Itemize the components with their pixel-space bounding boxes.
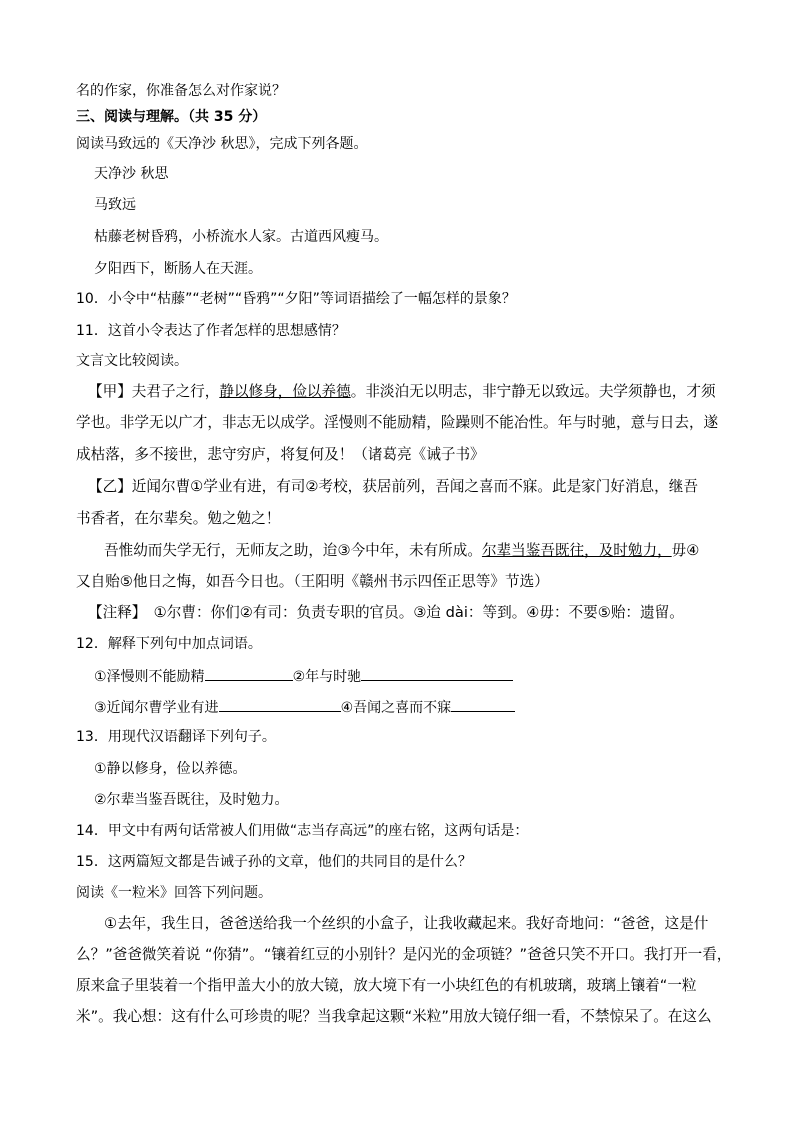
yi-line-2: 书香者，在尔辈矣。勉之勉之！ [76, 510, 281, 527]
jia-line-1 [88, 383, 716, 401]
poem-line-2: 夕阳西下，断肠人在天涯。 [94, 261, 262, 277]
story-line-3: 原来盒子里装着一个指甲盖大小的放大镜，放大境下有一小块红色的有机玻璃，玻璃上镶着“一粒 [76, 977, 697, 994]
intro-line: 名的作家，你准备怎么对作家说？ [76, 83, 286, 99]
q12-item-1-answer-blank[interactable] [205, 666, 293, 681]
jia-line-3: 成枯落，多不接世，悲守穷庐，将复何及！（诸葛亮《诫子书》 [76, 446, 485, 463]
poem-line-1: 枯藤老树昏鸦，小桥流水人家。古道西风瘦马。 [94, 229, 388, 245]
yi-underlined-phrase: 尔辈当鉴吾既往，及时勉力， [481, 542, 672, 559]
q12-row-2 [94, 697, 515, 717]
question-10: 10．小令中“枯藤”“老树”“昏鸦”“夕阳”等词语描绘了一幅怎样的景象？ [76, 291, 516, 307]
yi-line-3-a: 吾惟幼而失学无行，无师友之助，迨③今中年，未有所成。 [104, 542, 482, 559]
jia-line-1-a: 【甲】夫君子之行， [88, 383, 220, 400]
yi-line-4: 又自贻⑤他日之悔，如吾今日也。（王阳明《赣州书示四侄正思等》节选） [76, 573, 549, 590]
yi-line-3 [104, 542, 699, 560]
q12-item-2: ②年与时驰 [292, 669, 362, 685]
yi-line-3-b: 毋④ [671, 542, 700, 559]
jia-underlined-phrase: 静以修身，俭以养德 [219, 383, 351, 400]
jia-line-2: 学也。非学无以广才，非志无以成学。淫慢则不能励精，险躁则不能冶性。年与时驰，意与日去，遂 [76, 414, 719, 431]
question-11: 11．这首小令表达了作者怎样的思想感情？ [76, 323, 346, 339]
story-line-4: 米”。我心想：这有什么可珍贵的呢？当我拿起这颗“米粒”用放大镜仔细一看，不禁惊呆了。在这么 [76, 1008, 712, 1025]
question-15: 15．这两篇短文都是告诫子孙的文章，他们的共同目的是什么？ [76, 854, 472, 870]
classical-intro: 文言文比较阅读。 [76, 353, 188, 369]
q12-item-4-answer-blank[interactable] [451, 697, 515, 712]
question-13: 13．用现代汉语翻译下列句子。 [76, 729, 276, 745]
poem-author: 马致远 [94, 197, 136, 213]
section-3-title: 三、阅读与理解。（共 35 分） [76, 109, 267, 125]
annotation-note: 【注释】 ①尔曹：你们②有司：负责专职的官员。③迨 dài：等到。④毋：不要⑤贻：遗留。 [88, 604, 684, 621]
story-line-2: 么？”爸爸微笑着说 “你猜”。“镶着红豆的小别针？是闪光的金项链？”爸爸只笑不开口。我打开一看， [76, 946, 732, 963]
question-12: 12．解释下列句中加点词语。 [76, 636, 262, 652]
poem-instruction: 阅读马致远的《天净沙 秋思》，完成下列各题。 [76, 136, 368, 152]
poem-title: 天净沙 秋思 [94, 166, 169, 182]
q12-item-1: ①泽慢则不能励精 [94, 669, 205, 685]
question-14: 14．甲文中有两句话常被人们用做“志当存高远”的座右铭，这两句话是： [76, 823, 529, 839]
yi-line-1: 【乙】近闻尔曹①学业有进，有司②考校，获居前列，吾闻之喜而不寐。此是家门好消息，继吾 [88, 478, 698, 495]
story-intro: 阅读《一粒米》回答下列问题。 [76, 885, 272, 901]
story-line-1: ①去年，我生日，爸爸送给我一个丝织的小盒子，让我收藏起来。我好奇地问：“爸爸，这是什 [104, 915, 709, 932]
q12-row-1 [94, 666, 513, 686]
q13-item-1: ①静以修身，俭以养德。 [94, 761, 247, 777]
q12-item-3-answer-blank[interactable] [219, 697, 341, 712]
q12-item-4: ④吾闻之喜而不寐 [340, 700, 452, 716]
q12-item-3: ③近闻尔曹学业有进 [94, 700, 219, 716]
jia-line-1-b: 。非淡泊无以明志，非宁静无以致远。夫学须静也，才须 [350, 383, 716, 400]
q12-item-2-answer-blank[interactable] [361, 666, 513, 681]
q13-item-2: ②尔辈当鉴吾既往，及时勉力。 [94, 792, 289, 808]
